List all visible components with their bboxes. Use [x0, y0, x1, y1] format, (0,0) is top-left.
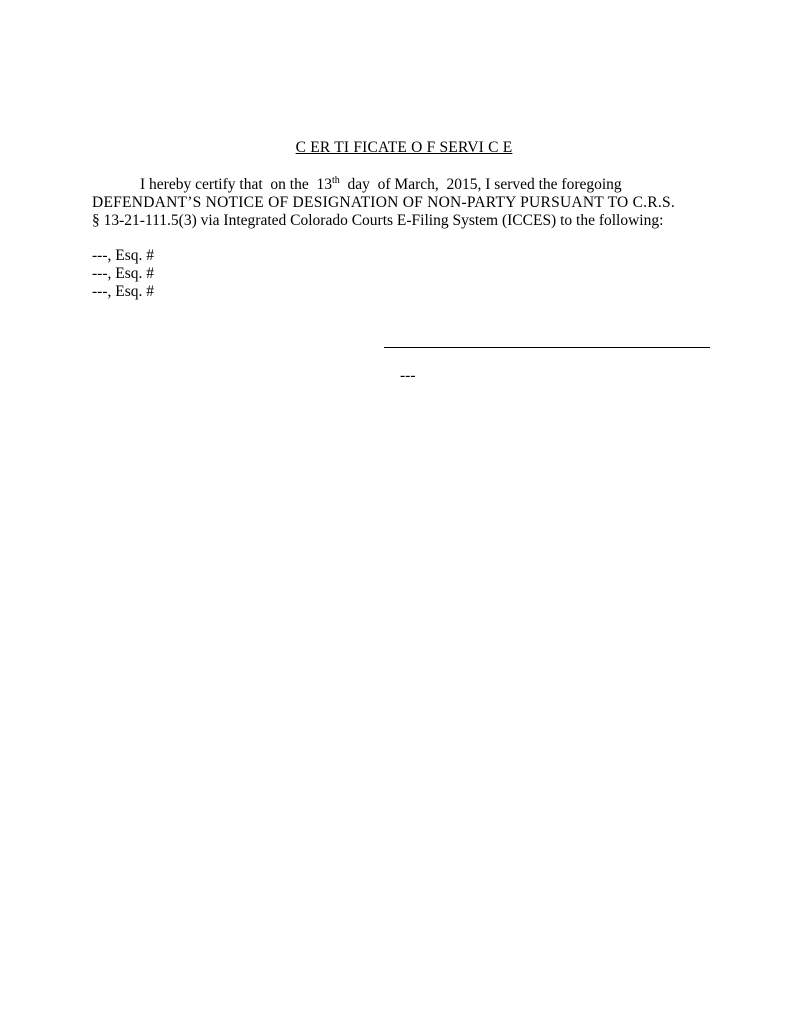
certification-line-1-suffix: day of March, 2015, I served the foregoing — [339, 176, 622, 193]
signature-line — [384, 347, 710, 348]
certificate-title: C ER TI FICATE O F SERVI C E — [295, 139, 513, 156]
service-list — [92, 247, 154, 301]
service-recipient: ---, Esq. # — [92, 265, 154, 282]
service-recipient: ---, Esq. # — [92, 283, 154, 300]
certification-line-1-prefix: I hereby certify that on the 13 — [140, 176, 332, 193]
certification-line-2: DEFENDANT’S NOTICE OF DESIGNATION OF NON-PARTY PURSUANT TO C.R.S. — [92, 194, 675, 211]
certification-line-3: § 13-21-111.5(3) via Integrated Colorado Courts E-Filing System (ICCES) to the following: — [92, 212, 664, 229]
signer-name: --- — [400, 367, 416, 384]
certification-line-1 — [140, 176, 622, 194]
ordinal-suffix: th — [331, 175, 340, 186]
service-recipient: ---, Esq. # — [92, 247, 154, 264]
